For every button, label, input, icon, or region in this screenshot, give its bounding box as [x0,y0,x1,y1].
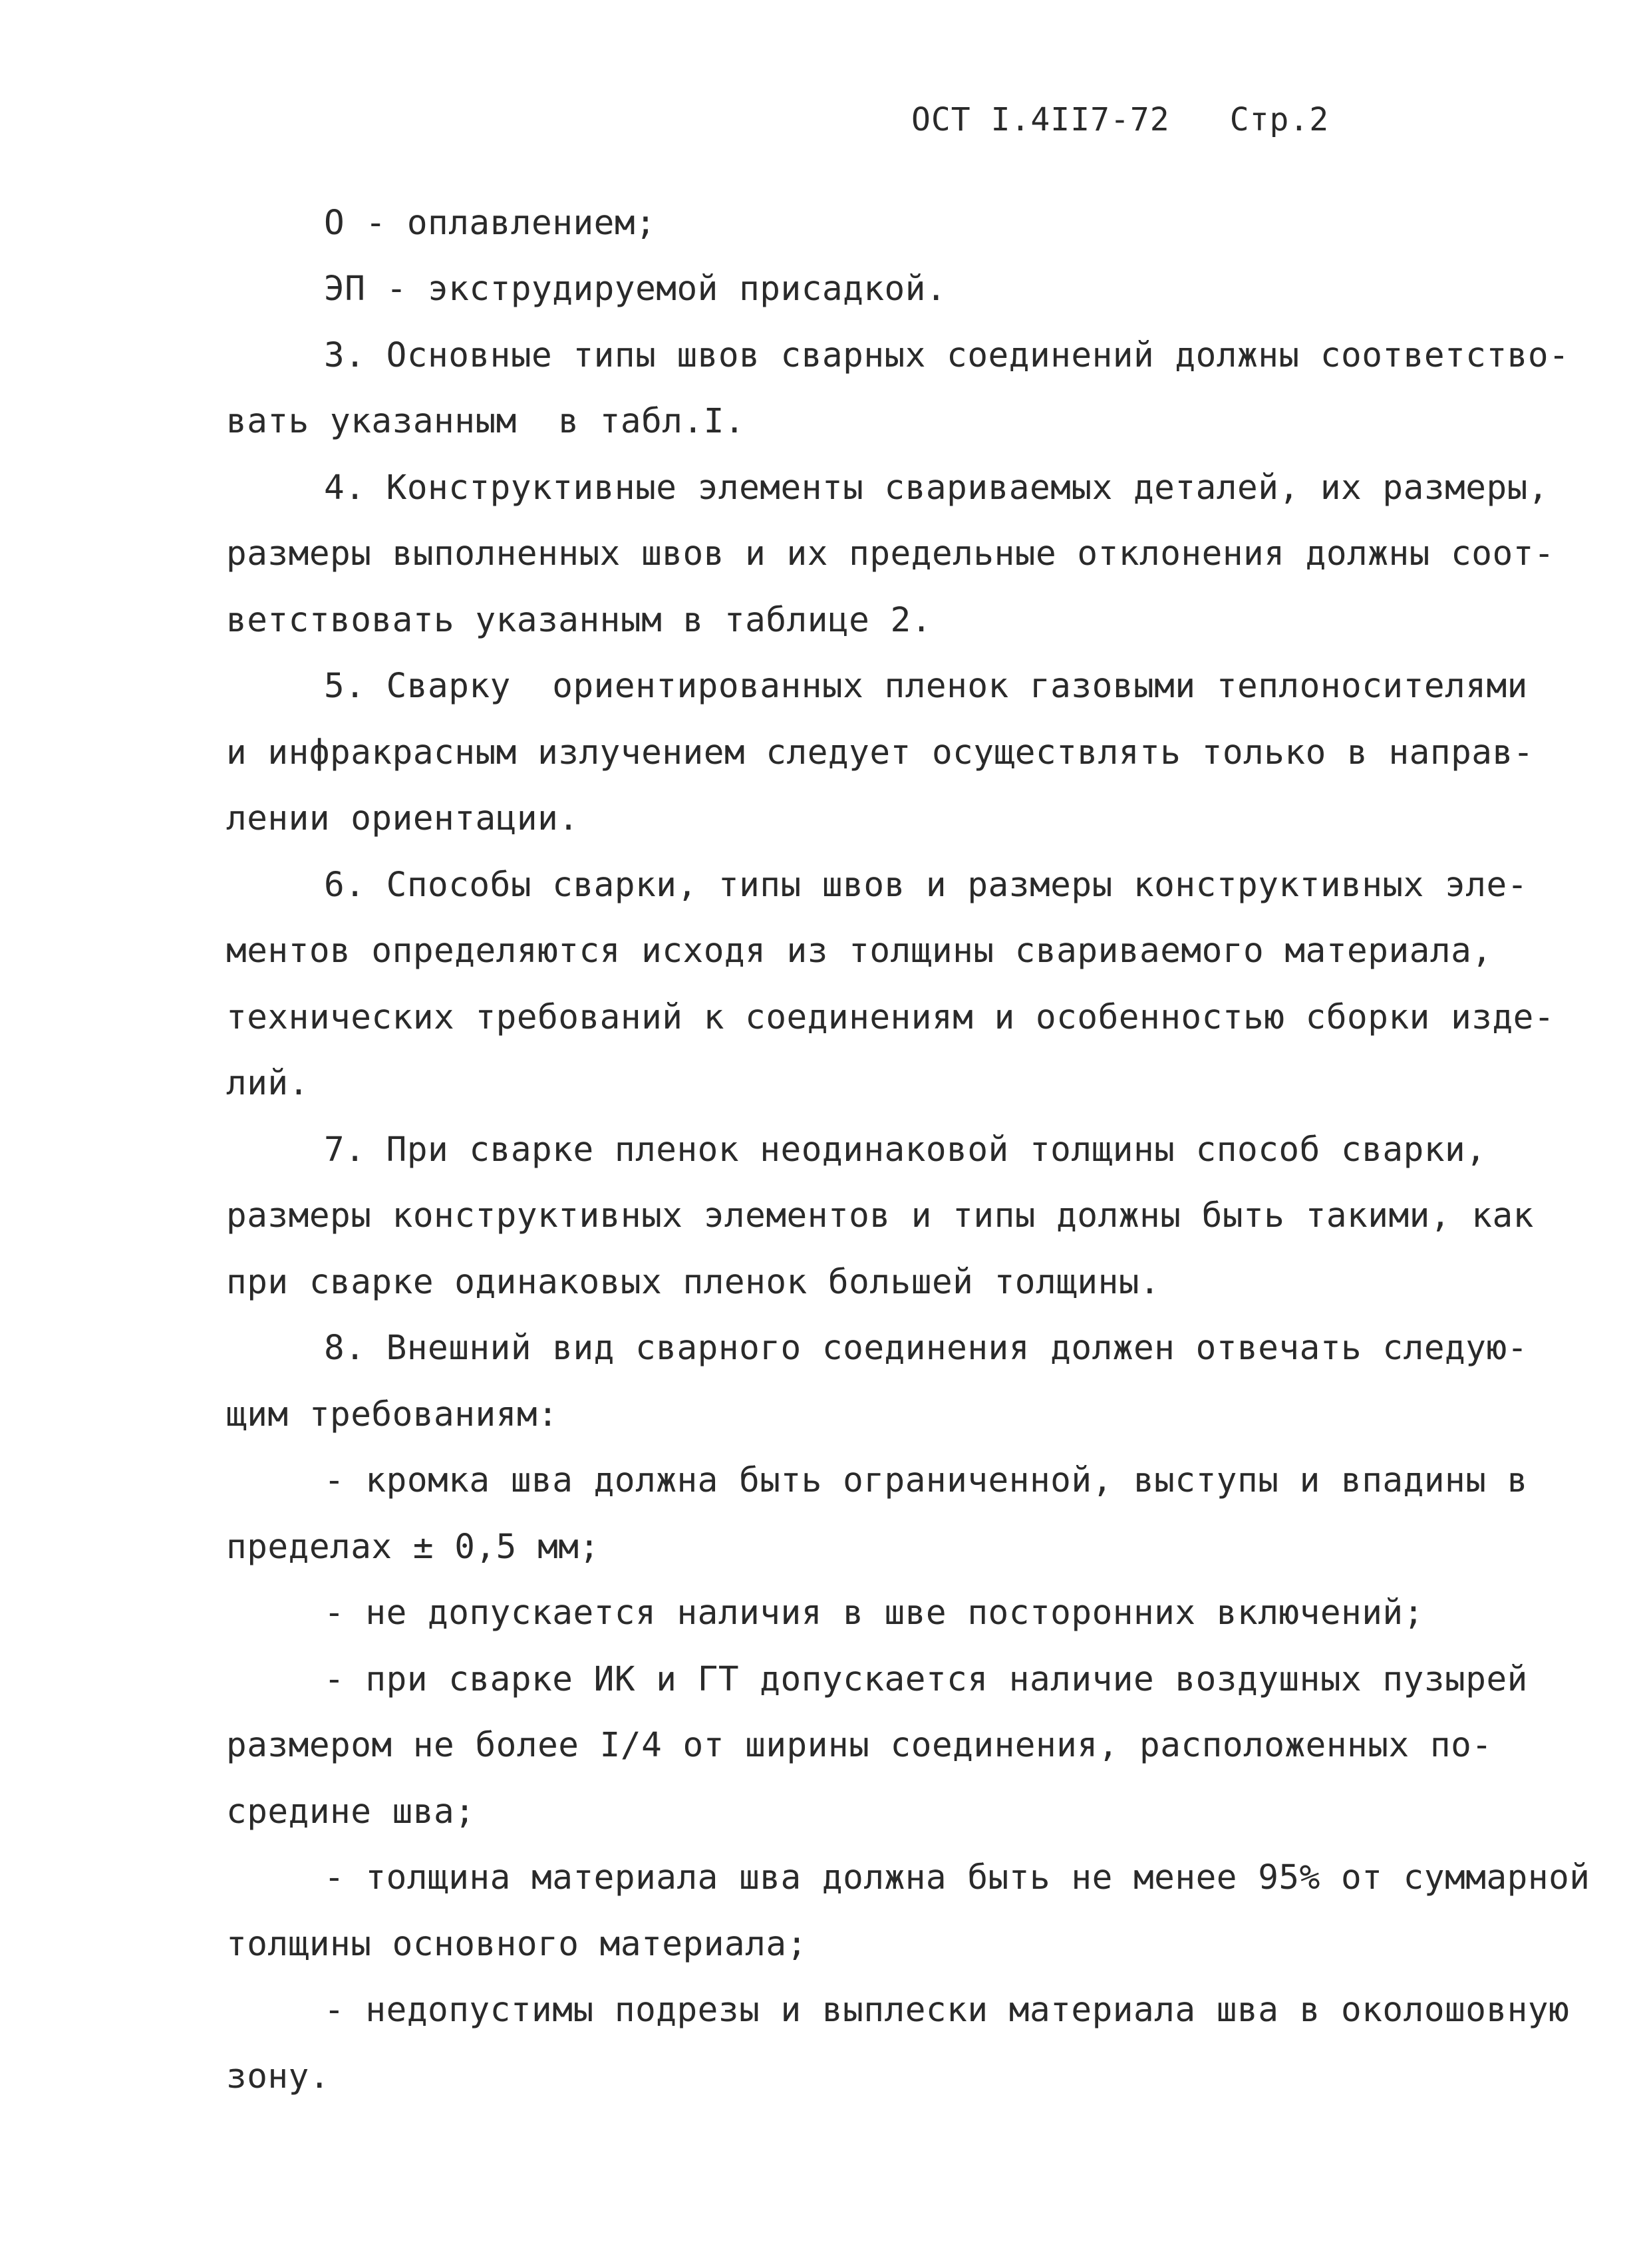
body-line: - кромка шва должна быть ограниченной, выступы и впадины в [324,1461,1528,1500]
body-line: толщины основного материала; [226,1925,808,1964]
body-line: пределах ± 0,5 мм; [226,1528,600,1567]
body-line: размеры конструктивных элементов и типы должны быть такими, как [226,1196,1534,1235]
body-line: ментов определяются исходя из толщины свариваемого материала, [226,931,1493,971]
body-line: ветствовать указанным в таблице 2. [226,601,932,640]
body-line: - недопустимы подрезы и выплески материала шва в околошовную [324,1991,1570,2030]
body-line: средине шва; [226,1792,476,1832]
body-line: при сварке одинаковых пленок большей толщины. [226,1263,1161,1302]
body-line: лий. [226,1064,309,1103]
body-line: 4. Конструктивные элементы свариваемых деталей, их размеры, [324,468,1549,508]
body-line: ЭП - экструдируемой присадкой. [324,269,947,309]
body-line: размером не более I/4 от ширины соединения, расположенных по- [226,1726,1493,1765]
body-line: 8. Внешний вид сварного соединения должен отвечать следую- [324,1329,1528,1368]
body-line: 3. Основные типы швов сварных соединений должны соответство- [324,336,1570,375]
body-line: технических требований к соединениям и особенностью сборки изде- [226,998,1555,1037]
body-line: - при сварке ИК и ГТ допускается наличие воздушных пузырей [324,1660,1528,1699]
body-line: 7. При сварке пленок неодинаковой толщины способ сварки, [324,1130,1487,1170]
page-header [911,100,1329,140]
body-line: О - оплавлением; [324,204,657,243]
body-line: вать указанным в табл.I. [226,402,746,441]
page-number: Стр.2 [1229,101,1330,138]
body-line: - не допускается наличия в шве посторонних включений; [324,1593,1424,1633]
body-line: 6. Способы сварки, типы швов и размеры конструктивных эле- [324,866,1528,905]
document-code: ОСТ I.4II7-72 [911,101,1170,138]
body-line: - толщина материала шва должна быть не менее 95% от суммарной [324,1858,1590,1897]
body-line: щим требованиям: [226,1395,559,1434]
body-line: размеры выполненных швов и их предельные отклонения должны соот- [226,534,1555,573]
body-line: 5. Сварку ориентированных пленок газовыми теплоносителями [324,667,1528,706]
body-line: зону. [226,2057,331,2096]
body-line: и инфракрасным излучением следует осуществлять только в направ- [226,733,1534,772]
body-line: лении ориентации. [226,799,579,838]
